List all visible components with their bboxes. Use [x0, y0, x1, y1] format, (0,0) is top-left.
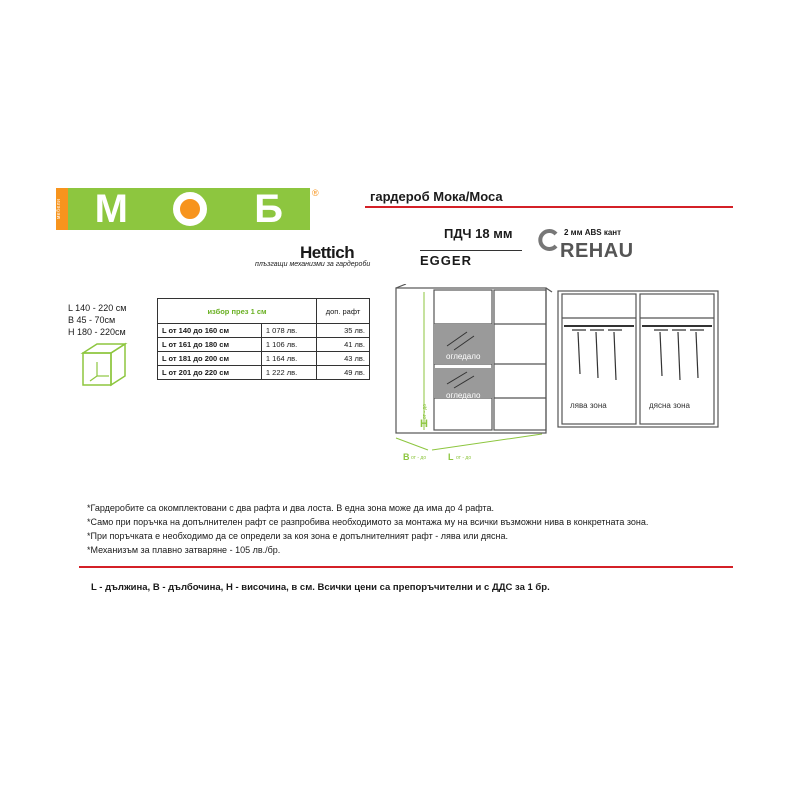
right-zone-label: дясна зона — [649, 401, 690, 410]
board-label: ПДЧ 18 мм — [444, 226, 513, 241]
right-door — [494, 290, 546, 430]
dimension-height: H 180 - 220см — [68, 327, 126, 337]
price-table — [157, 298, 370, 380]
logo-o-shape — [173, 192, 207, 226]
mirror-label-1: огледало — [446, 352, 481, 361]
shelf-cell: 35 лв. — [317, 324, 370, 338]
hettich-brand: Hettich — [300, 243, 355, 262]
range-cell: L от 140 до 160 см — [158, 324, 262, 338]
table-row — [158, 338, 370, 352]
note-line: *Гардеробите са окомплектовани с два рафта и два лоста. В една зона може да има до 4 рафта. — [87, 503, 494, 513]
note-line: *При поръчката е необходимо да се определи за коя зона е допълнителният рафт - лява или дясна. — [87, 531, 508, 541]
table-header-row — [158, 299, 370, 324]
shelf-cell: 41 лв. — [317, 338, 370, 352]
edge-label: 2 мм ABS кант — [564, 228, 622, 237]
egger-divider — [420, 250, 522, 251]
header-choice: избор през 1 см — [158, 299, 317, 324]
length-label: L — [448, 452, 454, 462]
cube-dimension-icon — [78, 340, 132, 396]
table-row — [158, 352, 370, 366]
price-cell: 1 078 лв. — [261, 324, 316, 338]
height-range: от - до — [422, 404, 428, 420]
logo-letters — [72, 188, 308, 230]
price-cell: 1 106 лв. — [261, 338, 316, 352]
title-divider — [365, 206, 733, 208]
shelf-cell: 49 лв. — [317, 366, 370, 380]
page-title: гардероб Мока/Моса — [370, 189, 503, 204]
range-cell: L от 201 до 220 см — [158, 366, 262, 380]
table-row — [158, 324, 370, 338]
dimension-length: L 140 - 220 см — [68, 303, 127, 313]
range-cell: L от 161 до 180 см — [158, 338, 262, 352]
range-cell: L от 181 до 200 см — [158, 352, 262, 366]
depth-label: B — [403, 452, 410, 462]
mirror-label-2: огледало — [446, 391, 481, 400]
logo-letter-o — [156, 191, 224, 227]
rehau-logo-icon — [538, 228, 562, 252]
dimension-depth: B 45 - 70см — [68, 315, 116, 325]
logo-letter-m: М — [94, 187, 128, 231]
footer-note: L - дължина, B - дълбочина, H - височина, в см. Всички цени са препоръчителни и с ДДС за 1 бр. — [91, 582, 550, 593]
wardrobe-front-drawing — [392, 284, 556, 466]
egger-brand: EGGER — [420, 253, 472, 268]
note-line: *Само при поръчка на допълнителен рафт се разпробива необходимото за монтажа му на всички възможни нива в конкретната зона. — [87, 517, 649, 527]
depth-range: от - до — [411, 455, 427, 461]
registered-mark: ® — [312, 188, 319, 198]
logo-side-text: мебели — [56, 198, 62, 220]
price-cell: 1 164 лв. — [261, 352, 316, 366]
height-label: H — [420, 418, 428, 430]
logo-letter-b: Б — [254, 187, 284, 231]
table-row — [158, 366, 370, 380]
notes-block — [87, 501, 648, 557]
length-range: от - до — [456, 455, 472, 461]
hettich-subtitle: плъзгащи механизми за гардероби — [255, 261, 371, 268]
logo-side-strip — [56, 188, 68, 230]
footer-divider — [79, 566, 733, 568]
header-shelf: доп. рафт — [317, 299, 370, 324]
price-cell: 1 222 лв. — [261, 366, 316, 380]
left-zone-label: лява зона — [570, 401, 607, 410]
shelf-cell: 43 лв. — [317, 352, 370, 366]
dimension-ranges — [68, 302, 126, 338]
rehau-brand: REHAU — [560, 240, 634, 262]
note-line: *Механизъм за плавно затваряне - 105 лв./бр. — [87, 545, 281, 555]
